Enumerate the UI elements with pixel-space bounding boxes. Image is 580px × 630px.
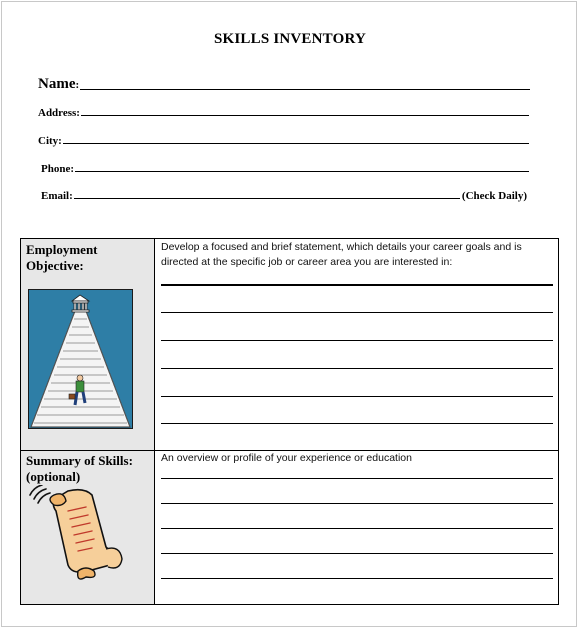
email-label: Email: bbox=[41, 190, 73, 202]
name-line[interactable] bbox=[80, 88, 530, 90]
employment-write-line[interactable] bbox=[161, 284, 553, 286]
summary-of-skills-label: Summary of Skills: (optional) bbox=[26, 453, 133, 484]
email-line[interactable] bbox=[74, 197, 460, 199]
employment-objective-prompt: Develop a focused and brief statement, which details your career goals and is directed at the specific job or career area you are interested in: bbox=[161, 241, 522, 268]
stairway-to-success-icon bbox=[28, 289, 133, 429]
summary-write-line[interactable] bbox=[161, 503, 553, 504]
summary-of-skills-prompt: An overview or profile of your experience or education bbox=[161, 452, 412, 464]
email-check-daily-note: (Check Daily) bbox=[461, 190, 527, 202]
address-line[interactable] bbox=[81, 114, 529, 116]
employment-write-line[interactable] bbox=[161, 423, 553, 424]
email-field[interactable] bbox=[41, 190, 527, 202]
employment-write-line[interactable] bbox=[161, 368, 553, 369]
address-label: Address: bbox=[38, 107, 80, 119]
city-label: City: bbox=[38, 135, 62, 147]
summary-write-line[interactable] bbox=[161, 553, 553, 554]
employment-objective-label: Employment Objective: bbox=[26, 242, 98, 273]
city-line[interactable] bbox=[63, 142, 529, 144]
scroll-document-icon bbox=[28, 485, 128, 585]
name-label: Name: bbox=[38, 76, 80, 92]
employment-write-line[interactable] bbox=[161, 340, 553, 341]
employment-write-line[interactable] bbox=[161, 396, 553, 397]
summary-write-line[interactable] bbox=[161, 578, 553, 579]
phone-line[interactable] bbox=[75, 170, 529, 172]
address-field[interactable] bbox=[38, 107, 529, 119]
summary-write-line[interactable] bbox=[161, 528, 553, 529]
page-title: SKILLS INVENTORY bbox=[213, 31, 367, 47]
name-field[interactable] bbox=[38, 76, 530, 93]
city-field[interactable] bbox=[38, 135, 529, 147]
phone-field[interactable] bbox=[41, 163, 529, 175]
summary-write-line[interactable] bbox=[161, 478, 553, 479]
employment-write-line[interactable] bbox=[161, 312, 553, 313]
phone-label: Phone: bbox=[41, 163, 74, 175]
